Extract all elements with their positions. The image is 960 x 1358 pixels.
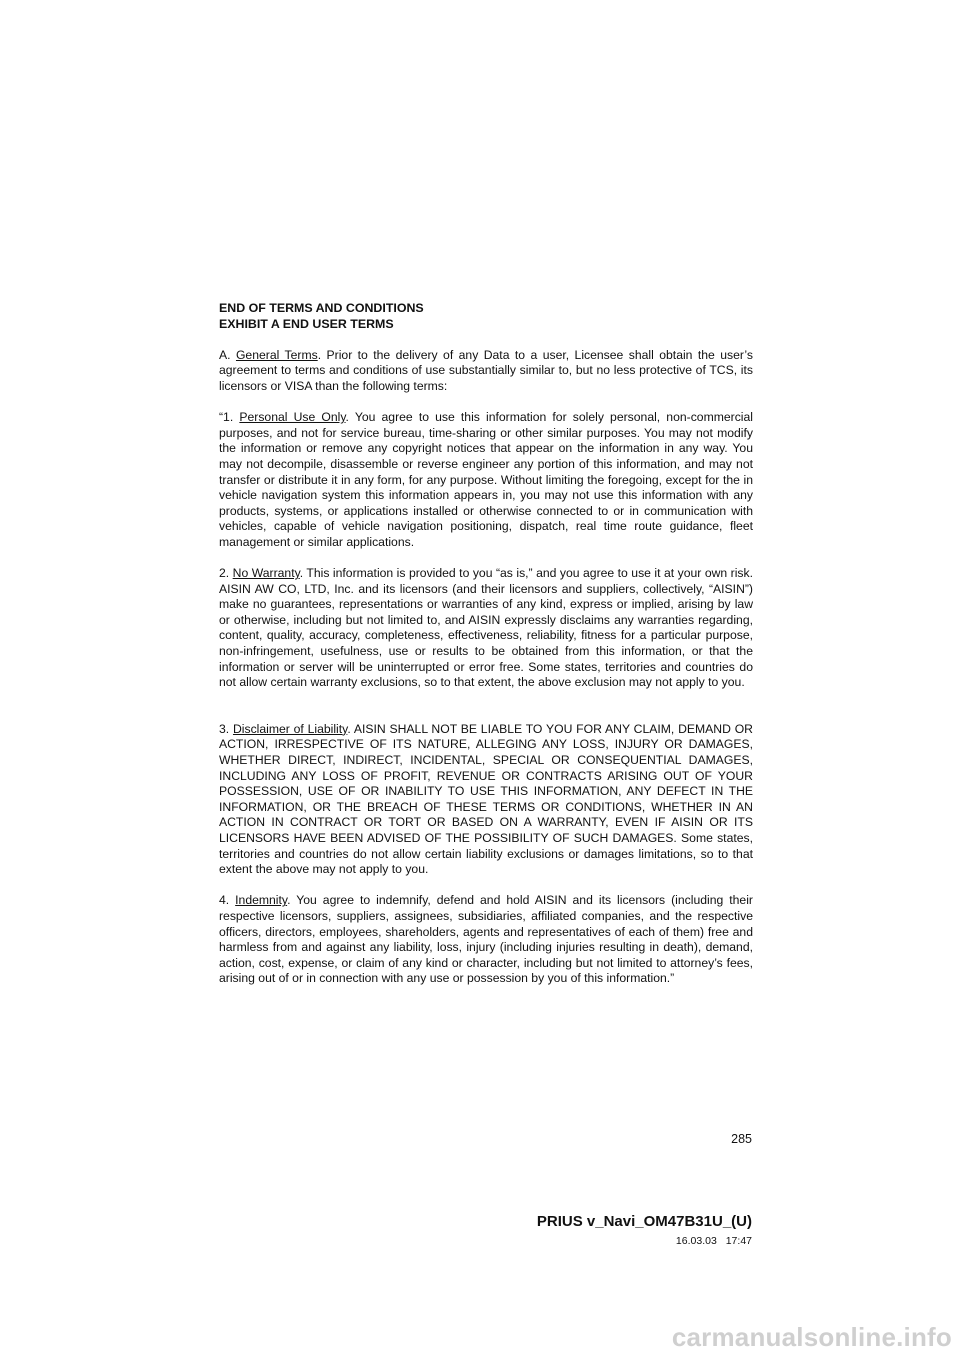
section-title: General Terms — [235, 347, 318, 362]
print-timestamp — [560, 1235, 752, 1247]
section-title: Personal Use Only — [239, 410, 346, 425]
document-id: PRIUS v_Navi_OM47B31U_(U) — [536, 1213, 752, 1230]
section-disclaimer-of-liability — [219, 722, 753, 878]
section-no-warranty — [219, 566, 753, 691]
section-title: No Warranty — [232, 566, 300, 581]
print-date: 16.03.03 — [675, 1235, 717, 1247]
site-watermark: carmanualsonline.info — [671, 1322, 952, 1352]
section-general-terms — [219, 348, 753, 395]
heading-end-of-terms: END OF TERMS AND CONDITIONS — [219, 301, 424, 315]
section-title: Disclaimer of Liability — [232, 721, 348, 736]
section-prefix: 2. — [219, 566, 233, 581]
document-headings — [219, 301, 753, 332]
section-body: . You agree to indemnify, defend and hold AISIN and its licensors (including their respective licensors, suppliers, assignees, subsidiaries, affiliated companies, and the respective officers, directors, employees, shareholders, agents and representatives of each of them) free and harmless from and against any liability, loss, injury (including injuries resulting in death), demand, action, cost, expense, or claim of any kind or character, including but not limited to attorney’s fees, arising out of or in connection with any use or possession by you of this information.” — [219, 893, 753, 986]
section-body: . You agree to use this information for solely personal, non-commercial purposes, and not for service bureau, time-sharing or other similar purposes. You may not modify the information or remove any copyright notices that appear on the information in any way. You may not decompile, disassemble or reverse engineer any portion of this information, and may not transfer or distribute it in any form, for any purpose. Without limiting the foregoing, except for the in vehicle navigation system this information appears in, you may not use this information with any products, systems, or applications installed or otherwise connected to or in communication with vehicles, capable of vehicle navigation positioning, dispatch, real time route guidance, fleet management or similar applications. — [219, 410, 754, 549]
section-personal-use — [219, 410, 753, 550]
document-body — [219, 301, 753, 987]
section-body: . This information is provided to you “as is,” and you agree to use it at your own risk. AISIN AW CO, LTD, Inc. and its licensors (and their licensors and suppliers, collectively, “AISIN”) make no guarantees, representations or warranties of any kind, express or implied, arising by law or otherwise, including but not limited to, and AISIN expressly disclaims any warranties regarding, content, quality, accuracy, completeness, effectiveness, reliability, fitness for a particular purpose, non-infringement, usefulness, use or results to be obtained from this information, or that the information or server will be uninterrupted or error free. Some states, territories and countries do not allow certain warranty exclusions, so to that extent, the above exclusion may not apply to you. — [219, 566, 753, 690]
section-title: Indemnity — [235, 893, 288, 908]
print-time: 17:47 — [725, 1235, 752, 1247]
section-prefix: 4. — [219, 893, 236, 908]
section-prefix: A. — [219, 347, 236, 362]
page-number: 285 — [731, 1132, 752, 1146]
section-body: . Prior to the delivery of any Data to a user, Licensee shall obtain the user’s agreement to terms and conditions of use substantially similar to, but no less protective of TCS, its licensors or VISA than the following terms: — [219, 347, 753, 393]
section-prefix: 3. — [219, 721, 233, 736]
section-indemnity — [219, 893, 753, 987]
heading-exhibit-a: EXHIBIT A END USER TERMS — [219, 316, 394, 331]
section-body: . AISIN SHALL NOT BE LIABLE TO YOU FOR ANY CLAIM, DEMAND OR ACTION, IRRESPECTIVE OF ITS NATURE, ALLEGING ANY LOSS, INJURY OR DAMAGES, WHETHER DIRECT, INDIRECT, INCIDENTAL, SPECIAL OR CONSEQUENTIAL DAMAGES, INCLUDING ANY LOSS OF PROFIT, REVENUE OR CONTRACTS ARISING OUT OF YOUR POSSESSION, USE OF OR INABILITY TO USE THIS INFORMATION, ANY DEFECT IN THE INFORMATION, OR THE BREACH OF THESE TERMS OR CONDITIONS, WHETHER IN AN ACTION IN CONTRACT OR TORT OR BASED ON A WARRANTY, EVEN IF AISIN OR ITS LICENSORS HAVE BEEN ADVISED OF THE POSSIBILITY OF SUCH DAMAGES. Some states, territories and countries do not allow certain liability exclusions or damages limitations, so to that extent the above may not apply to you. — [219, 721, 753, 877]
section-prefix: “1. — [219, 410, 240, 425]
